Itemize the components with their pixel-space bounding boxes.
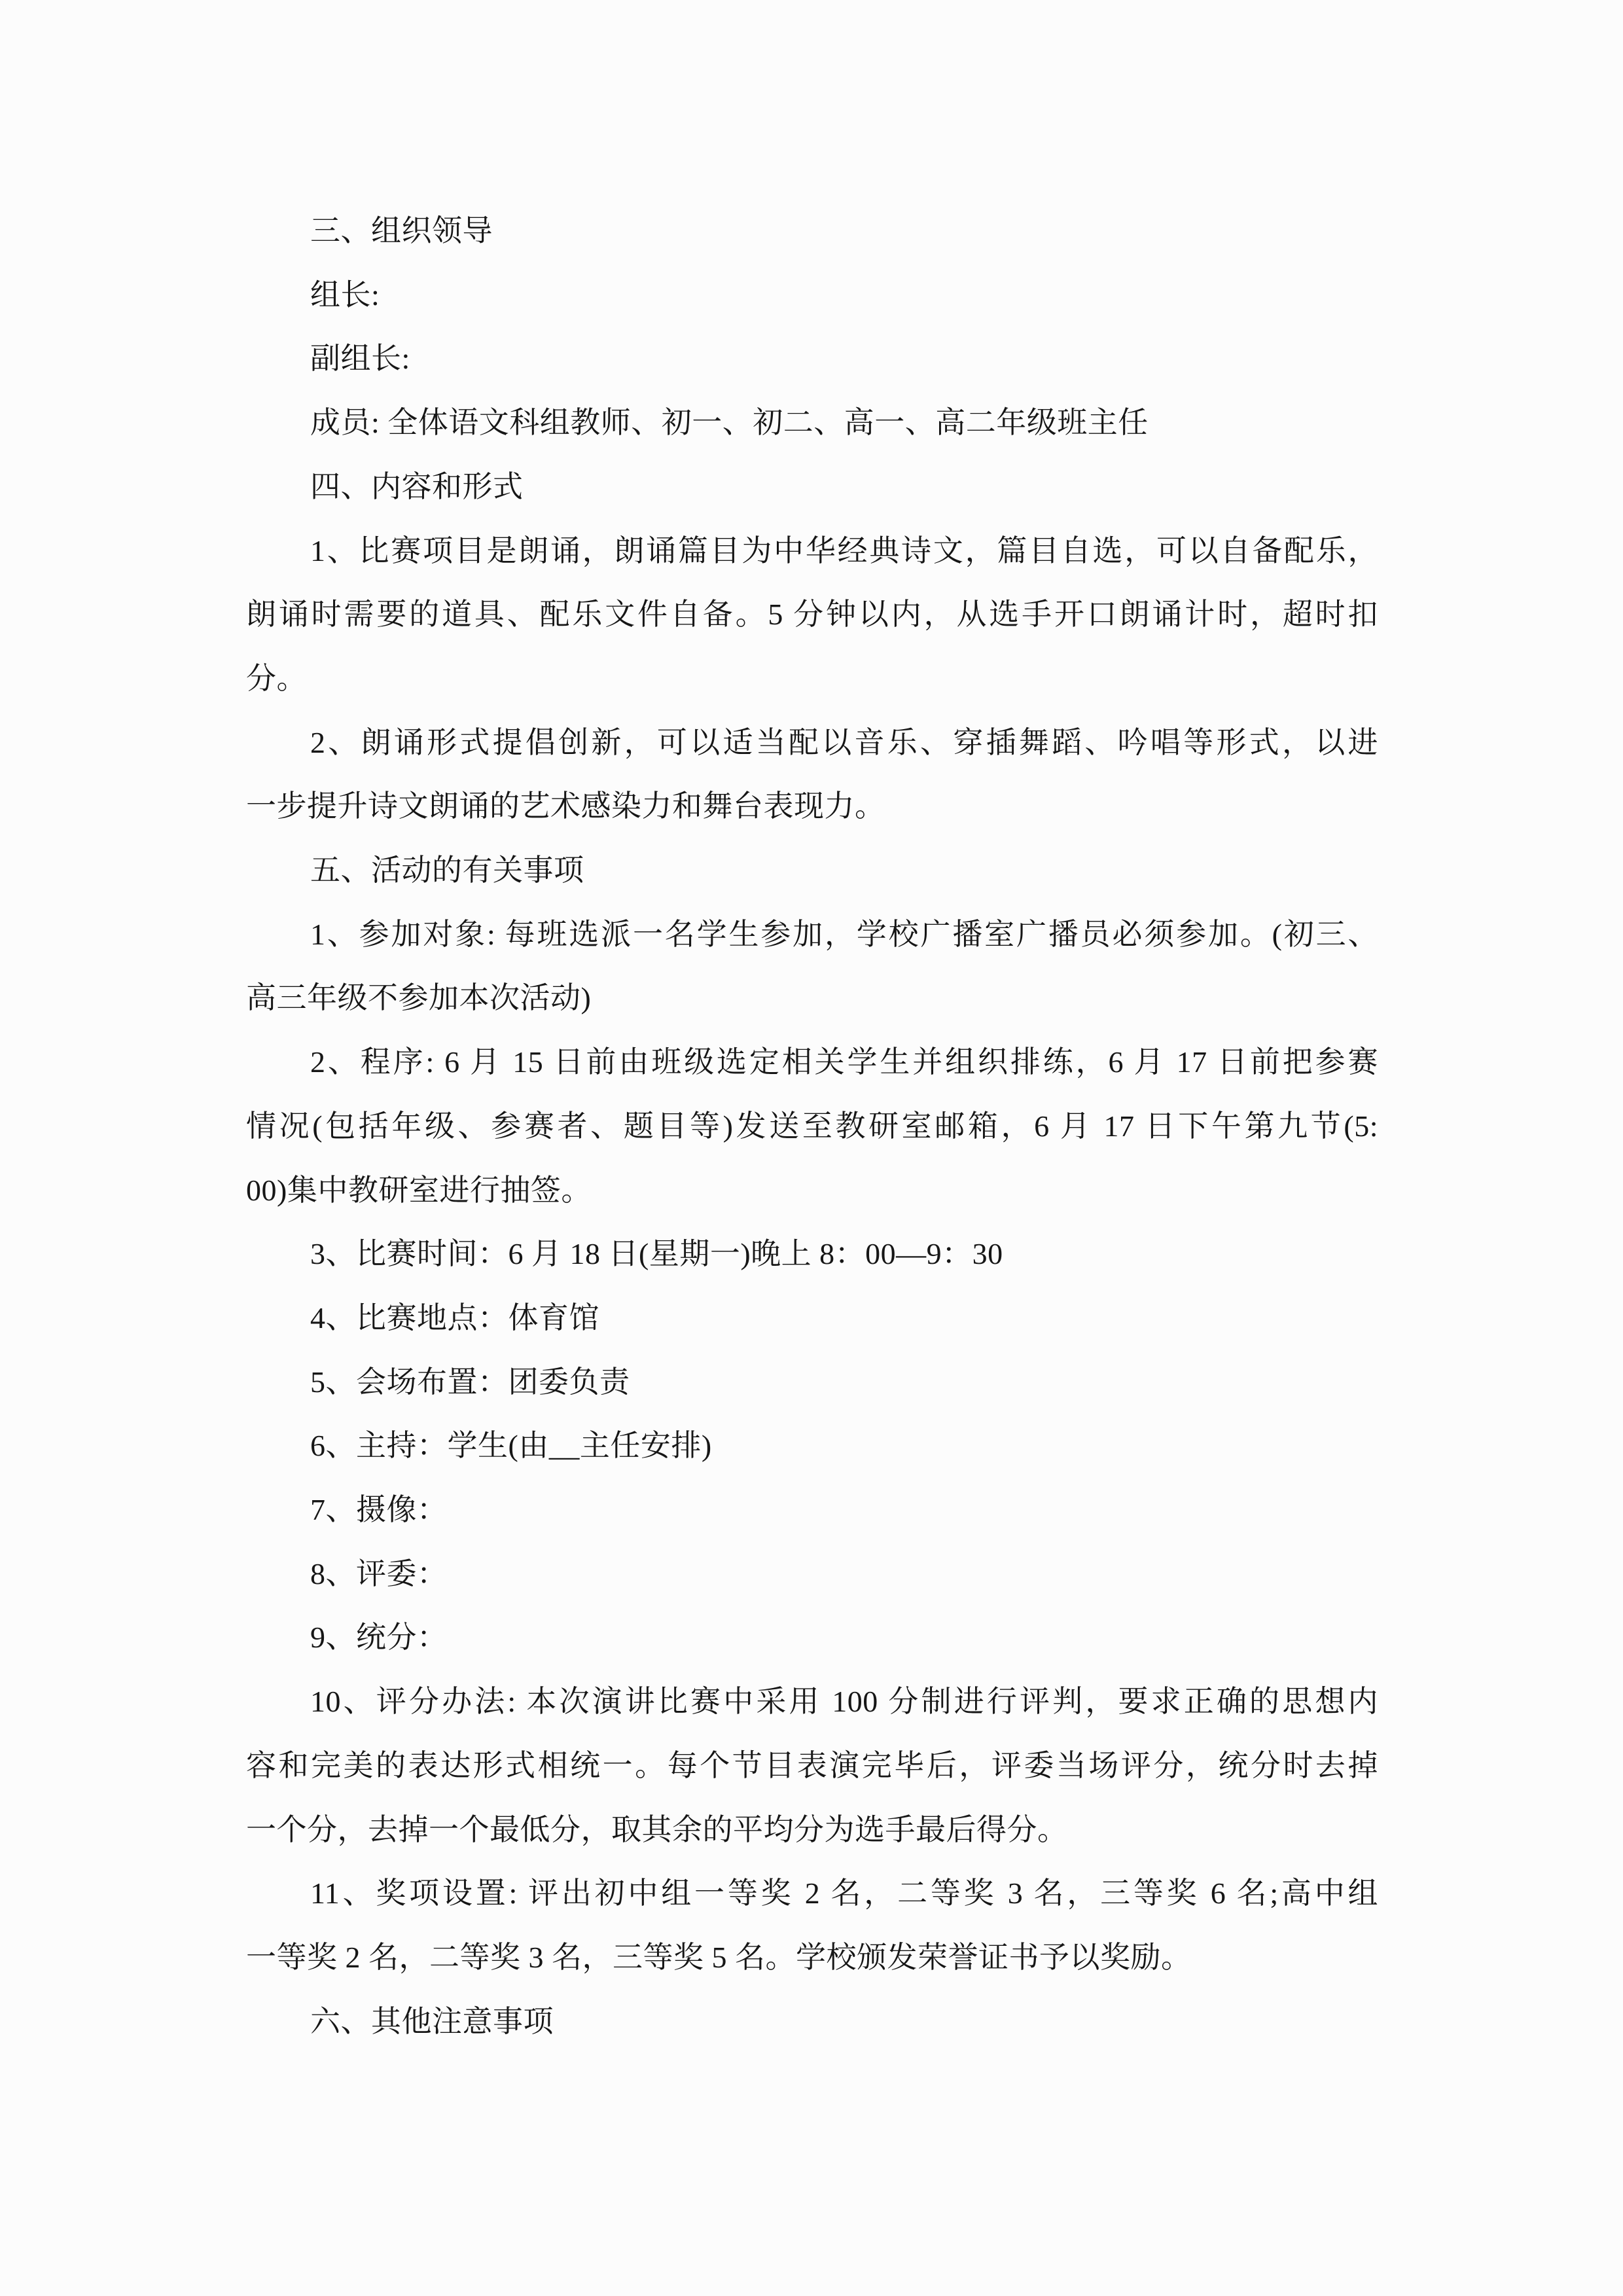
text-line: 9、统分： — [310, 1621, 448, 1655]
text-line: 组长: — [310, 278, 380, 312]
text-line: 一等奖 2 名，二等奖 3 名，三等奖 5 名。学校颁发荣誉证书予以奖励。 — [246, 1940, 1192, 1974]
text-line: 8、评委： — [310, 1556, 448, 1590]
text-line: 成员: 全体语文科组教师、初一、初二、高一、高二年级班主任 — [310, 406, 1149, 440]
text-line: 高三年级不参加本次活动) — [246, 981, 592, 1015]
text-line: 分。 — [246, 661, 307, 695]
text-line: 00)集中教研室进行抽签。 — [246, 1173, 592, 1207]
text-line: 六、其他注意事项 — [310, 2004, 554, 2038]
text-line: 一步提升诗文朗诵的艺术感染力和舞台表现力。 — [246, 789, 885, 823]
text-line: 容和完美的表达形式相统一。每个节目表演完毕后，评委当场评分，统分时去掉 — [246, 1748, 1378, 1782]
text-line: 4、比赛地点：体育馆 — [310, 1300, 599, 1335]
text-line: 1、参加对象: 每班选派一名学生参加，学校广播室广播员必须参加。(初三、 — [310, 917, 1378, 951]
text-line: 3、比赛时间：6 月 18 日(星期一)晚上 8：00—9：30 — [310, 1237, 1003, 1271]
document-body — [246, 199, 1378, 2053]
text-line: 6、主持：学生(由__主任安排) — [310, 1429, 712, 1463]
text-line: 10、评分办法: 本次演讲比赛中采用 100 分制进行评判，要求正确的思想内 — [310, 1685, 1378, 1719]
text-line: 1、比赛项目是朗诵，朗诵篇目为中华经典诗文，篇目自选，可以自备配乐， — [310, 533, 1378, 567]
text-line: 副组长: — [310, 342, 410, 376]
text-line: 7、摄像： — [310, 1493, 448, 1527]
text-line: 5、会场布置：团委负责 — [310, 1365, 630, 1399]
text-line: 四、内容和形式 — [310, 469, 524, 503]
text-line: 五、活动的有关事项 — [310, 853, 584, 888]
text-line: 2、程序: 6 月 15 日前由班级选定相关学生并组织排练，6 月 17 日前把参赛 — [310, 1045, 1378, 1079]
text-line: 2、朗诵形式提倡创新，可以适当配以音乐、穿插舞蹈、吟唱等形式，以进 — [310, 725, 1378, 759]
text-line: 一个分，去掉一个最低分，取其余的平均分为选手最后得分。 — [246, 1812, 1068, 1846]
text-line: 11、奖项设置: 评出初中组一等奖 2 名，二等奖 3 名，三等奖 6 名;高中组 — [310, 1876, 1378, 1910]
text-line: 朗诵时需要的道具、配乐文件自备。5 分钟以内，从选手开口朗诵计时，超时扣 — [246, 598, 1378, 632]
text-line: 情况(包括年级、参赛者、题目等)发送至教研室邮箱，6 月 17 日下午第九节(5: — [246, 1109, 1378, 1143]
text-line: 三、组织领导 — [310, 214, 493, 247]
